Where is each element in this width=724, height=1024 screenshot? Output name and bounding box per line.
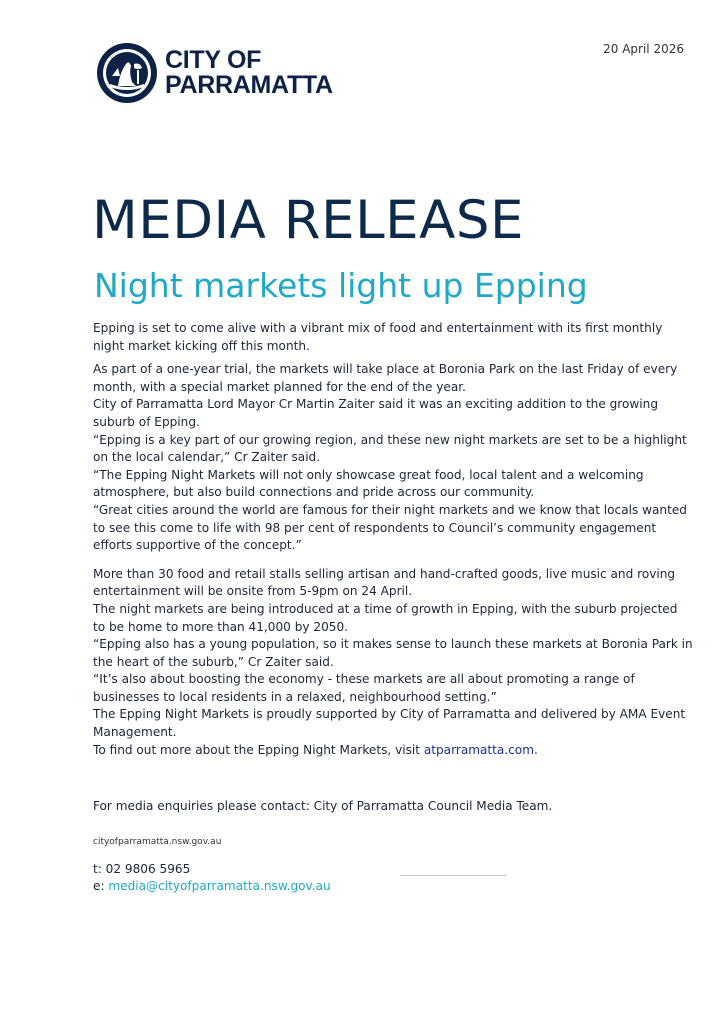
- paragraph: The Epping Night Markets is proudly supported by City of Parramatta and delivered by AMA Event Management.: [93, 707, 686, 740]
- find-out-prefix: To find out more about the Epping Night Markets, visit: [93, 742, 424, 757]
- city-logo: [96, 42, 333, 104]
- paragraph: “Epping also has a young population, so it makes sense to launch these markets at Boronia Park in the heart of the suburb,” Cr Zaiter said.: [93, 637, 693, 669]
- email-link[interactable]: media@cityofparramatta.nsw.gov.au: [108, 879, 331, 893]
- paragraph: City of Parramatta Lord Mayor Cr Martin Zaiter said it was an exciting addition to the growing suburb of Epping.: [93, 397, 659, 429]
- logo-wordmark: [165, 48, 333, 98]
- footer-website: cityofparramatta.nsw.gov.au: [93, 837, 222, 847]
- phone-number: 02 9806 5965: [105, 862, 191, 876]
- article-body: [93, 320, 693, 759]
- logo-line-2: PARRAMATTA: [165, 71, 333, 99]
- find-out-suffix: .: [534, 742, 538, 757]
- page-title: MEDIA RELEASE: [92, 190, 524, 251]
- paragraph: “The Epping Night Markets will not only showcase great food, local talent and a welcoming atmosphere, but also build connections and pride across our community.: [93, 467, 644, 500]
- page-subtitle: Night markets light up Epping: [94, 266, 588, 305]
- atparramatta-link[interactable]: atparramatta.com: [423, 742, 534, 757]
- release-date: 20 April 2026: [603, 42, 684, 56]
- email-label: e:: [93, 879, 109, 893]
- city-emblem-icon: [96, 42, 158, 104]
- paragraph: “Epping is a key part of our growing region, and these new night markets are set to be a highlight on the local calendar,” Cr Zaiter said.: [93, 432, 687, 465]
- paragraph: “It’s also about boosting the economy - these markets are all about promoting a range of businesses to local residents in a relaxed, neighbourhood setting.”: [93, 672, 635, 704]
- footer-contact: [93, 861, 331, 895]
- media-enquiry-text: For media enquiries please contact: City of Parramatta Council Media Team.: [93, 799, 553, 813]
- phone-label: t:: [93, 862, 106, 876]
- find-out-more: [93, 742, 693, 760]
- paragraph: Epping is set to come alive with a vibrant mix of food and entertainment with its first monthly night market kicking off this month.: [93, 321, 663, 353]
- divider-line: [400, 875, 507, 876]
- email-line: [93, 878, 331, 895]
- paragraph: As part of a one-year trial, the markets will take place at Boronia Park on the last Friday of every month, with a special market planned for the end of the year.: [93, 362, 678, 394]
- phone-line: [93, 861, 331, 878]
- logo-line-1: CITY OF: [165, 46, 262, 74]
- paragraph: More than 30 food and retail stalls selling artisan and hand-crafted goods, live music and roving entertainment will be onsite from 5-9pm on 24 April.: [93, 566, 676, 599]
- paragraph: “Great cities around the world are famous for their night markets and we know that locals wanted to see this come to life with 98 per cent of respondents to Council’s community engagement efforts supportive of the concept.”: [93, 502, 687, 553]
- paragraph: The night markets are being introduced at a time of growth in Epping, with the suburb projected to be home to more than 41,000 by 2050.: [93, 601, 678, 634]
